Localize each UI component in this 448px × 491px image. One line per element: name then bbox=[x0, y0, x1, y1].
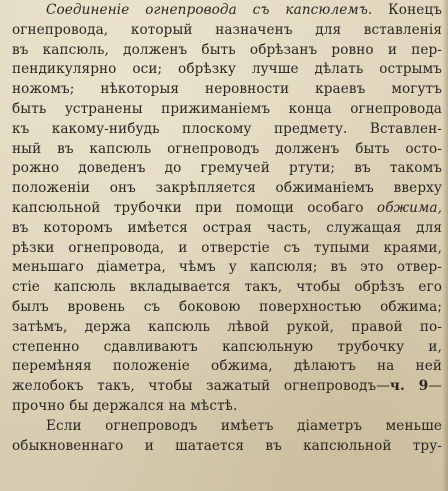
text-line bbox=[12, 437, 442, 457]
text-segment: перемѣняя положеніе обжима, дѣлаютъ на ней bbox=[12, 358, 442, 375]
text-segment: — bbox=[428, 378, 442, 395]
text-line bbox=[12, 239, 442, 259]
text-segment: рѣзки огнепровода, и отверстіе съ тупыми краями, bbox=[12, 239, 442, 256]
text-segment: въ капсюль, долженъ быть обрѣзанъ ровно и пер- bbox=[12, 41, 442, 58]
text-line bbox=[12, 41, 442, 61]
text-segment: стіе капсюль вкладывается такъ, чтобы обрѣзъ его bbox=[12, 279, 442, 296]
text-segment: ч. 9 bbox=[389, 378, 429, 395]
text-segment: Если огнепроводъ имѣетъ діаметръ меньше bbox=[46, 417, 442, 434]
body-text bbox=[12, 1, 442, 456]
text-line bbox=[12, 417, 442, 437]
page-edge-shadow bbox=[442, 0, 448, 491]
text-line bbox=[12, 278, 442, 298]
text-segment: обыкновеннаго и шатается въ капсюльной тру- bbox=[12, 437, 442, 454]
text-segment: ножомъ; нѣкоторыя неровности краевъ могутъ bbox=[12, 81, 442, 98]
text-segment: Конецъ bbox=[372, 2, 442, 18]
text-line bbox=[12, 338, 442, 358]
text-segment: желобокъ такъ, чтобы зажатый огнепроводъ— bbox=[12, 378, 390, 395]
text-line bbox=[12, 318, 442, 338]
text-segment: положеніи онъ закрѣпляется обжиманіемъ вверху bbox=[12, 180, 442, 197]
text-segment: пендикулярно оси; обрѣзку лучше дѣлать острымъ bbox=[12, 61, 442, 78]
text-line bbox=[12, 357, 442, 377]
text-line bbox=[12, 159, 442, 179]
text-line bbox=[12, 298, 442, 318]
text-segment: капсюльной трубочки при помощи особаго bbox=[12, 199, 377, 216]
text-segment: ный въ капсюль огнепроводъ долженъ быть осто- bbox=[12, 140, 442, 157]
text-line bbox=[12, 258, 442, 278]
text-segment: рожно доведенъ до гремучей ртути; въ такомъ bbox=[12, 160, 442, 177]
text-line bbox=[12, 100, 442, 120]
text-line bbox=[12, 80, 442, 100]
text-segment: былъ вровень съ боковою поверхностью обжима; bbox=[12, 298, 442, 315]
text-line bbox=[12, 1, 442, 21]
text-segment: меньшаго діаметра, чѣмъ у капсюля; въ это отвер- bbox=[12, 259, 442, 276]
text-line bbox=[12, 120, 442, 140]
text-segment: Соединеніе огнепровода съ капсюлемъ. bbox=[46, 2, 373, 18]
text-segment: степенно сдавливаютъ капсюльную трубочку и, bbox=[12, 338, 442, 355]
text-segment: затѣмъ, держа капсюль лѣвой рукой, правой по- bbox=[12, 318, 442, 335]
text-line bbox=[12, 377, 442, 397]
text-line bbox=[12, 219, 442, 239]
text-line bbox=[12, 397, 442, 417]
text-line bbox=[12, 199, 442, 219]
text-segment: быть устранены прижиманіемъ конца огнепровода bbox=[12, 100, 442, 117]
text-line bbox=[12, 179, 442, 199]
text-segment: въ которомъ имѣется острая часть, служащая для bbox=[12, 219, 442, 236]
text-segment: прочно бы держался на мѣстѣ. bbox=[12, 397, 238, 414]
text-line bbox=[12, 60, 442, 80]
text-segment: огнепровода, который назначенъ для вставленія bbox=[12, 21, 442, 38]
text-segment: къ какому-нибудь плоскому предмету. Вставлен- bbox=[12, 120, 442, 137]
text-line bbox=[12, 140, 442, 160]
text-line bbox=[12, 21, 442, 41]
text-segment: обжима, bbox=[376, 199, 442, 216]
